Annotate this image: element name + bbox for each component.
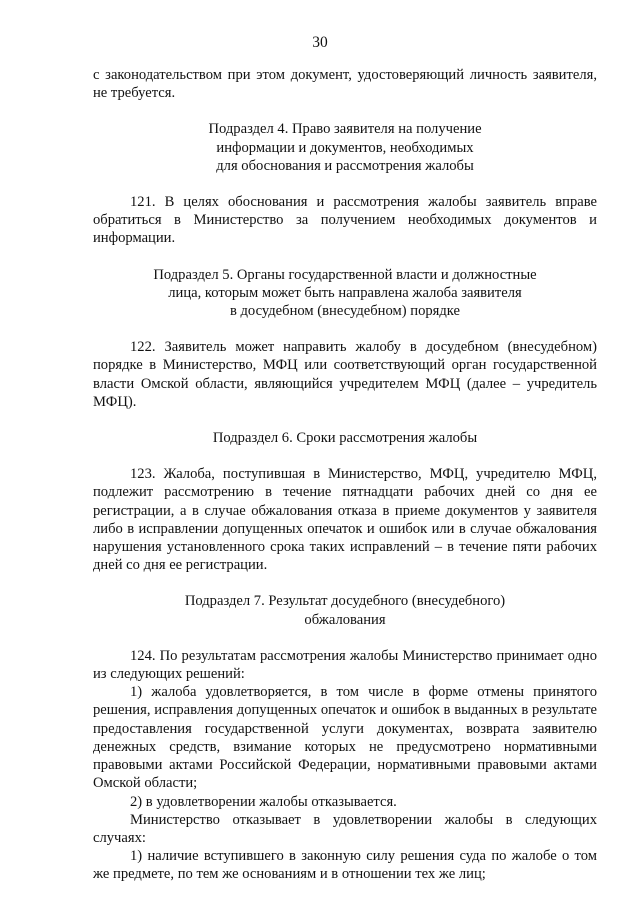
subsection-4-line1: Подраздел 4. Право заявителя на получение bbox=[208, 121, 482, 138]
document-body bbox=[93, 66, 597, 884]
paragraph-refusal-intro: Министерство отказывает в удовлетворении жалобы в следующих случаях: bbox=[93, 811, 597, 846]
subsection-7-heading bbox=[93, 592, 597, 628]
subsection-7-line1: Подраздел 7. Результат досудебного (внесудебного) bbox=[184, 593, 506, 610]
subsection-4-line3: для обоснования и рассмотрения жалобы bbox=[216, 157, 474, 174]
intro-paragraph: с законодательством при этом документ, удостоверяющий личность заявителя, не требуется. bbox=[93, 67, 597, 102]
subsection-4-heading bbox=[93, 120, 597, 175]
paragraph-refusal-item-1: 1) наличие вступившего в законную силу решения суда по жалобе о том же предмете, по тем же основаниям и в отношении тех же лиц; bbox=[93, 848, 597, 883]
paragraph-123: 123. Жалоба, поступившая в Министерство, МФЦ, учредителю МФЦ, подлежит рассмотрению в течение пятнадцати рабочих дней со дня ее регистрации, а в случае обжалования отказа в приеме документов у заявителя либо в исправлении допущенных опечаток и ошибок или в случае обжалования нарушения установленного срока таких исправлений – в течение пяти рабочих дней со дня ее регистрации. bbox=[93, 466, 597, 574]
subsection-5-heading bbox=[93, 266, 597, 321]
page-number: 30 bbox=[312, 34, 328, 51]
subsection-7-line2: обжалования bbox=[304, 611, 386, 628]
subsection-5-line3: в досудебном (внесудебном) порядке bbox=[229, 303, 461, 320]
subsection-4-line2: информации и документов, необходимых bbox=[216, 139, 474, 156]
subsection-5-line1: Подраздел 5. Органы государственной власти и должностные bbox=[153, 266, 537, 283]
paragraph-122: 122. Заявитель может направить жалобу в досудебном (внесудебном) порядке в Министерство, МФЦ или соответствующий орган государственной власти Омской области, являющийся учредителем МФЦ (далее – учредитель МФЦ). bbox=[93, 339, 597, 410]
paragraph-121: 121. В целях обоснования и рассмотрения жалобы заявитель вправе обратиться в Министерство за получением необходимых документов и информации. bbox=[93, 194, 597, 247]
subsection-6-line1: Подраздел 6. Сроки рассмотрения жалобы bbox=[212, 430, 478, 447]
paragraph-124-item-1: 1) жалоба удовлетворяется, в том числе в форме отмены принятого решения, исправления допущенных опечаток и ошибок в выданных в результате предоставления государственной услуги документах, возврата заявителю денежных средств, взимание которых не предусмотрено нормативными правовыми актами Российской Федерации, нормативными правовыми актами Омской области; bbox=[93, 684, 597, 792]
paragraph-124: 124. По результатам рассмотрения жалобы Министерство принимает одно из следующих решений: bbox=[93, 647, 597, 683]
subsection-5-line2: лица, которым может быть направлена жалоба заявителя bbox=[168, 284, 522, 301]
subsection-6-heading bbox=[93, 429, 597, 447]
paragraph-124-item-2: 2) в удовлетворении жалобы отказывается. bbox=[130, 793, 397, 810]
